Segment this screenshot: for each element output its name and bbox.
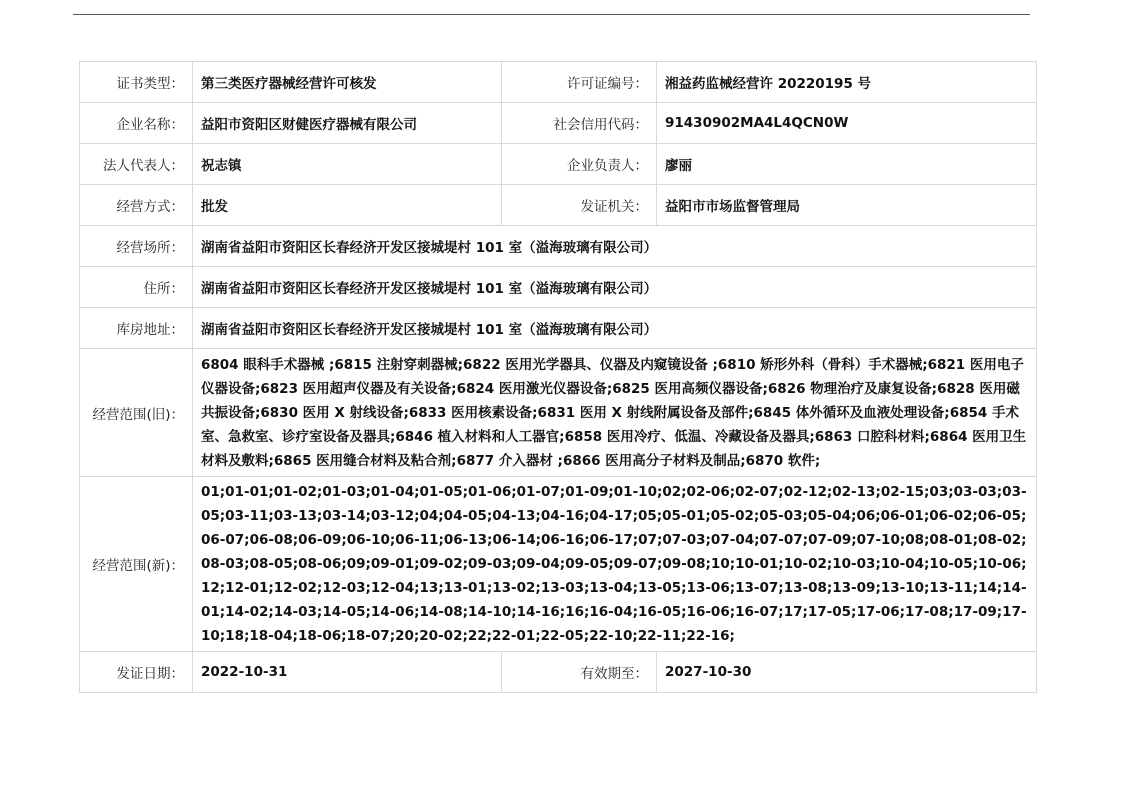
legal-rep-value: 祝志镇 bbox=[193, 144, 502, 185]
credit-code-label: 社会信用代码： bbox=[502, 103, 657, 144]
biz-place-label: 经营场所： bbox=[80, 226, 193, 267]
warehouse-value: 湖南省益阳市资阳区长春经济开发区接城堤村 101 室（溢海玻璃有限公司） bbox=[193, 308, 1037, 349]
company-name-value: 益阳市资阳区财健医疗器械有限公司 bbox=[193, 103, 502, 144]
license-no-value: 湘益药监械经营许 20220195 号 bbox=[657, 62, 1037, 103]
responsible-label: 企业负责人： bbox=[502, 144, 657, 185]
row-dates bbox=[80, 652, 1037, 693]
row-scope-old bbox=[80, 349, 1037, 477]
row-company bbox=[80, 103, 1037, 144]
row-scope-new bbox=[80, 477, 1037, 652]
scope-new-label: 经营范围(新)： bbox=[80, 477, 193, 652]
warehouse-label: 库房地址： bbox=[80, 308, 193, 349]
row-biz-place bbox=[80, 226, 1037, 267]
biz-mode-label: 经营方式： bbox=[80, 185, 193, 226]
residence-value: 湖南省益阳市资阳区长春经济开发区接城堤村 101 室（溢海玻璃有限公司） bbox=[193, 267, 1037, 308]
cert-type-value: 第三类医疗器械经营许可核发 bbox=[193, 62, 502, 103]
top-divider bbox=[73, 14, 1030, 15]
row-representatives bbox=[80, 144, 1037, 185]
legal-rep-label: 法人代表人： bbox=[80, 144, 193, 185]
issuer-value: 益阳市市场监督管理局 bbox=[657, 185, 1037, 226]
valid-until-value: 2027-10-30 bbox=[657, 652, 1037, 693]
company-name-label: 企业名称： bbox=[80, 103, 193, 144]
certificate-table bbox=[79, 61, 1037, 693]
row-warehouse bbox=[80, 308, 1037, 349]
license-no-label: 许可证编号： bbox=[502, 62, 657, 103]
credit-code-value: 91430902MA4L4QCN0W bbox=[657, 103, 1037, 144]
biz-place-value: 湖南省益阳市资阳区长春经济开发区接城堤村 101 室（溢海玻璃有限公司） bbox=[193, 226, 1037, 267]
issue-date-label: 发证日期： bbox=[80, 652, 193, 693]
scope-new-value: 01;01-01;01-02;01-03;01-04;01-05;01-06;01-07;01-09;01-10;02;02-06;02-07;02-12;02-13;02-15;03;03-03;03-05;03-11;03-13;03-14;03-12;04;04-05;04-13;04-16;04-17;05;05-01;05-02;05-03;05-04;06;06-01;06-02;06-05;06-07;06-08;06-09;06-10;06-11;06-13;06-14;06-16;06-17;07;07-03;07-04;07-07;07-09;07-10;08;08-01;08-02;08-03;08-05;08-06;09;09-01;09-02;09-03;09-04;09-05;09-07;09-08;10;10-01;10-02;10-03;10-04;10-05;10-06;12;12-01;12-02;12-03;12-04;13;13-01;13-02;13-03;13-04;13-05;13-06;13-07;13-08;13-09;13-10;13-11;14;14-01;14-02;14-03;14-05;14-06;14-08;14-10;14-16;16;16-04;16-05;16-06;16-07;17;17-05;17-06;17-08;17-09;17-10;18;18-04;18-06;18-07;20;20-02;22;22-01;22-05;22-10;22-11;22-16; bbox=[193, 477, 1037, 652]
valid-until-label: 有效期至： bbox=[502, 652, 657, 693]
responsible-value: 廖丽 bbox=[657, 144, 1037, 185]
residence-label: 住所： bbox=[80, 267, 193, 308]
issue-date-value: 2022-10-31 bbox=[193, 652, 502, 693]
cert-type-label: 证书类型： bbox=[80, 62, 193, 103]
scope-old-label: 经营范围(旧)： bbox=[80, 349, 193, 477]
issuer-label: 发证机关： bbox=[502, 185, 657, 226]
row-biz-mode bbox=[80, 185, 1037, 226]
biz-mode-value: 批发 bbox=[193, 185, 502, 226]
scope-old-value: 6804 眼科手术器械 ;6815 注射穿刺器械;6822 医用光学器具、仪器及内窥镜设备 ;6810 矫形外科（骨科）手术器械;6821 医用电子仪器设备;6823 医用超声仪器及有关设备;6824 医用激光仪器设备;6825 医用高频仪器设备;6826 物理治疗及康复设备;6828 医用磁共振设备;6830 医用 X 射线设备;6833 医用核素设备;6831 医用 X 射线附属设备及部件;6845 体外循环及血液处理设备;6854 手术室、急救室、诊疗室设备及器具;6846 植入材料和人工器官;6858 医用冷疗、低温、冷藏设备及器具;6863 口腔科材料;6864 医用卫生材料及敷料;6865 医用缝合材料及粘合剂;6877 介入器材 ;6866 医用高分子材料及制品;6870 软件; bbox=[193, 349, 1037, 477]
row-cert-type bbox=[80, 62, 1037, 103]
row-residence bbox=[80, 267, 1037, 308]
